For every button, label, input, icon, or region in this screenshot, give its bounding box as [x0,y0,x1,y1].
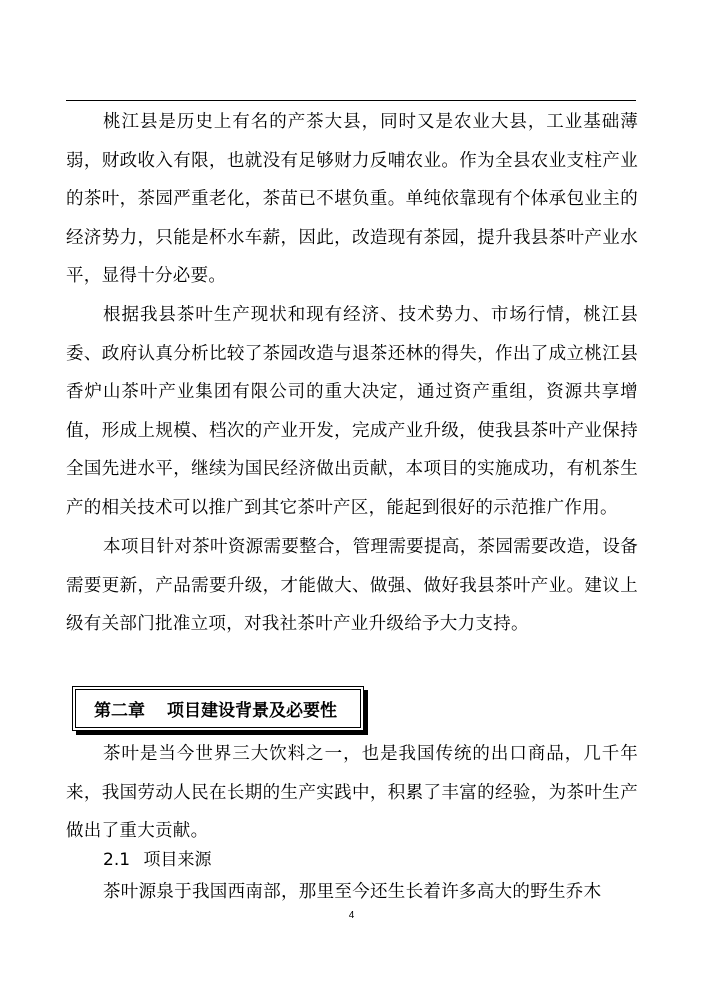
section-title: 项目来源 [143,850,212,870]
paragraph-2: 根据我县茶叶生产现状和现有经济、技术势力、市场行情，桃江县委、政府认真分析比较了茶园改造与退茶还林的得失，作出了成立桃江县香炉山茶叶产业集团有限公司的重大决定，通过资产重组，资源共享增值，形成上规模、档次的产业开发，完成产业升级，使我县茶叶产业保持全国先进水平，继续为国民经济做出贡献，本项目的实施成功，有机茶生产的相关技术可以推广到其它茶叶产区，能起到很好的示范推广作用。 [66,305,638,518]
paragraph-4: 茶叶是当今世界三大饮料之一，也是我国传统的出口商品，几千年来，我国劳动人民在长期的生产实践中，积累了丰富的经验，为茶叶生产做出了重大贡献。 [66,744,638,842]
paragraph-5: 茶叶源泉于我国西南部，那里至今还生长着许多高大的野生乔木 [103,882,602,902]
chapter-number: 第二章 [94,701,145,721]
paragraph-3: 本项目针对茶叶资源需要整合，管理需要提高，茶园需要改造，设备需要更新，产品需要升级，才能做大、做强、做好我县茶叶产业。建议上级有关部门批准立项，对我社茶叶产业升级给予大力支持。 [66,537,638,635]
chapter-title: 项目建设背景及必要性 [167,701,337,721]
chapter-heading-box [72,686,364,731]
paragraph-1: 桃江县是历史上有名的产茶大县，同时又是农业大县，工业基础薄弱，财政收入有限，也就没有足够财力反哺农业。作为全县农业支柱产业的茶叶，茶园严重老化，茶苗已不堪负重。单纯依靠现有个体承包业主的经济势力，只能是杯水车薪，因此，改造现有茶园，提升我县茶叶产业水平，显得十分必要。 [66,112,638,287]
chapter-heading [75,689,361,728]
section-number: 2.1 [103,850,131,870]
page-number: 4 [348,910,355,921]
header-rule [66,100,636,101]
